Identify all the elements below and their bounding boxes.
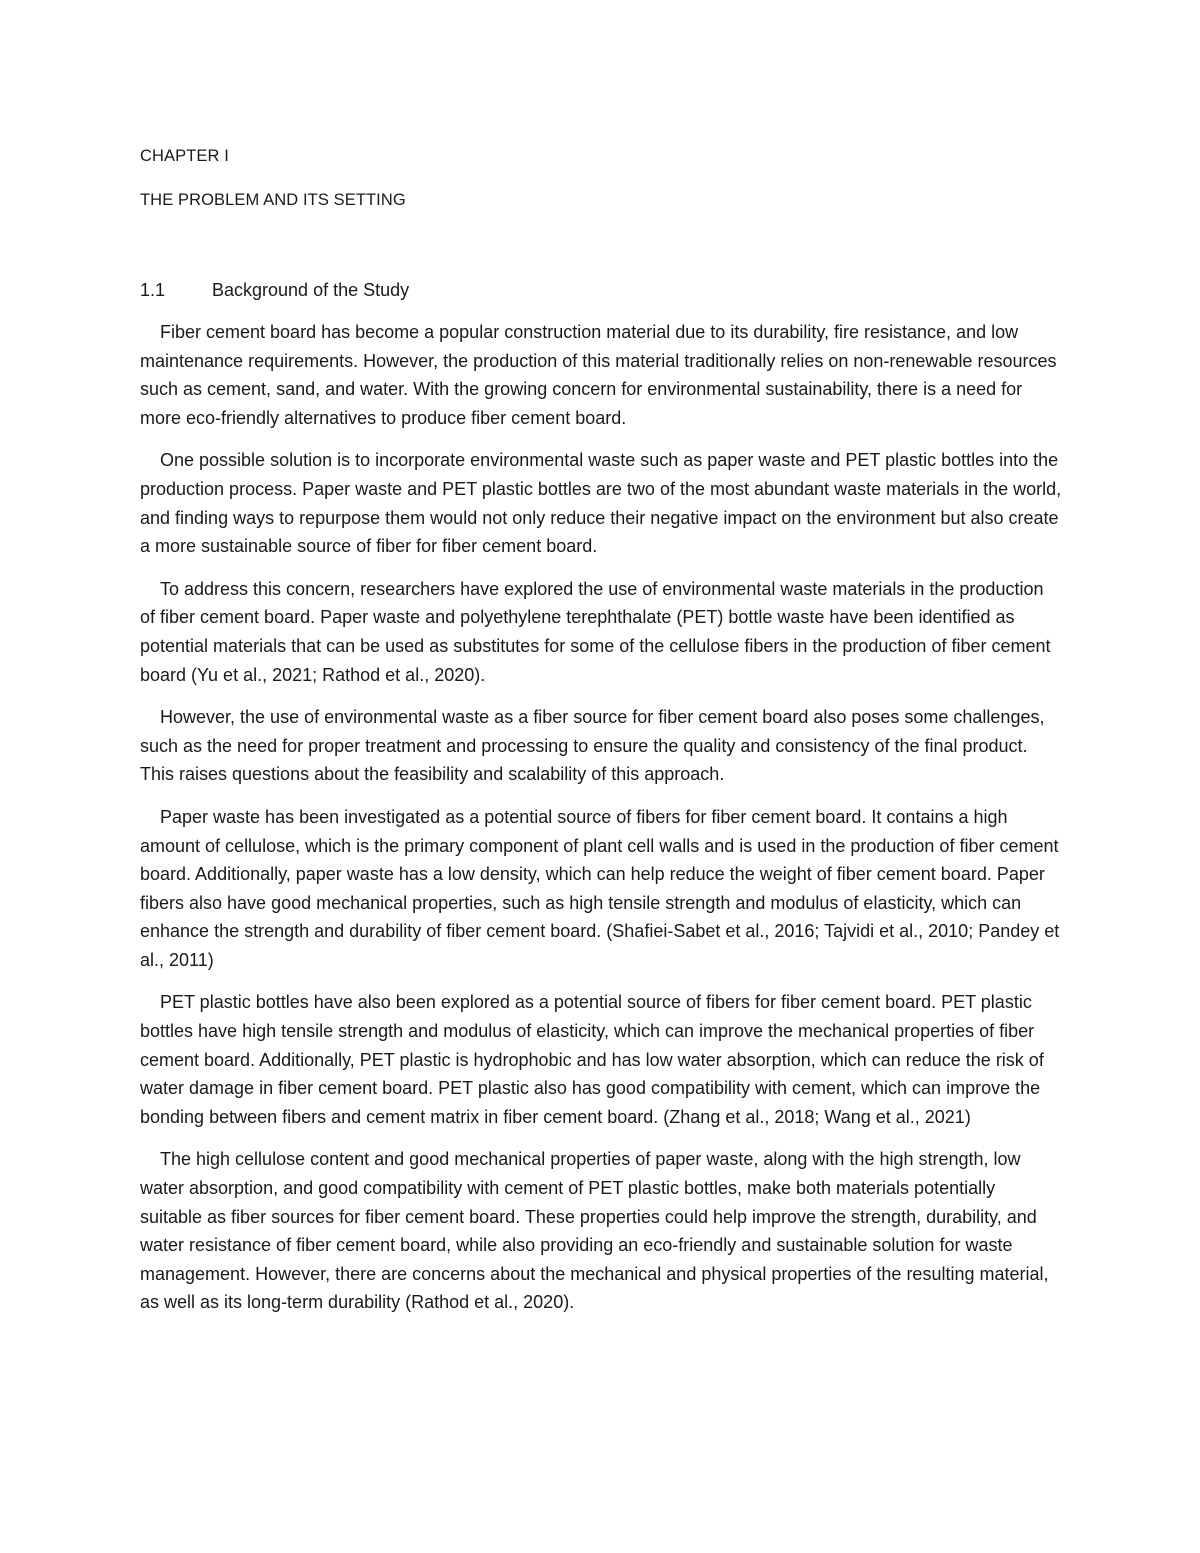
section-heading — [140, 276, 1062, 304]
section-title: Background of the Study — [212, 280, 410, 300]
page-content — [140, 142, 1062, 1317]
chapter-title: THE PROBLEM AND ITS SETTING — [140, 191, 406, 209]
body-paragraph-4: However, the use of environmental waste as a fiber source for fiber cement board also poses some challenges, such as the need for proper treatment and processing to ensure the quality and consistency of the final product. This raises questions about the feasibility and scalability of this approach. — [140, 707, 1045, 785]
body-paragraph-1: Fiber cement board has become a popular construction material due to its durability, fire resistance, and low maintenance requirements. However, the production of this material traditionally relies on non-renewable resources such as cement, sand, and water. With the growing concern for environmental sustainability, there is a need for more eco-friendly alternatives to produce fiber cement board. — [140, 322, 1057, 428]
body-paragraph-5: Paper waste has been investigated as a potential source of fibers for fiber cement board. It contains a high amount of cellulose, which is the primary component of plant cell walls and is used in the production of fiber cement board. Additionally, paper waste has a low density, which can help reduce the weight of fiber cement board. Paper fibers also have good mechanical properties, such as high tensile strength and modulus of elasticity, which can enhance the strength and durability of fiber cement board. (Shafiei-Sabet et al., 2016; Tajvidi et al., 2010; Pandey et al., 2011) — [140, 806, 1060, 970]
body-paragraph-2: One possible solution is to incorporate environmental waste such as paper waste and PET plastic bottles into the production process. Paper waste and PET plastic bottles are two of the most abundant waste materials in the world, and finding ways to repurpose them would not only reduce their negative impact on the environment but also create a more sustainable source of fiber for fiber cement board. — [140, 450, 1062, 557]
body-paragraph-6: PET plastic bottles have also been explored as a potential source of fibers for fiber cement board. PET plastic bottles have high tensile strength and modulus of elasticity, which can improve the mechanical properties of fiber cement board. Additionally, PET plastic is hydrophobic and has low water absorption, which can reduce the risk of water damage in fiber cement board. PET plastic also has good compatibility with cement, which can improve the bonding between fibers and cement matrix in fiber cement board. (Zhang et al., 2018; Wang et al., 2021) — [140, 992, 1044, 1127]
chapter-label: CHAPTER I — [140, 147, 229, 165]
section-number: 1.1 — [140, 280, 166, 300]
body-paragraph-3: To address this concern, researchers have explored the use of environmental waste materials in the production of fiber cement board. Paper waste and polyethylene terephthalate (PET) bottle waste have been identified as potential materials that can be used as substitutes for some of the cellulose fibers in the production of fiber cement board (Yu et al., 2021; Rathod et al., 2020). — [140, 578, 1051, 685]
body-paragraph-7: The high cellulose content and good mechanical properties of paper waste, along with the high strength, low water absorption, and good compatibility with cement of PET plastic bottles, make both materials potentially suitable as fiber sources for fiber cement board. These properties could help improve the strength, durability, and water resistance of fiber cement board, while also providing an eco-friendly and sustainable solution for waste management. However, there are concerns about the mechanical and physical properties of the resulting material, as well as its long-term durability (Rathod et al., 2020). — [140, 1149, 1049, 1313]
